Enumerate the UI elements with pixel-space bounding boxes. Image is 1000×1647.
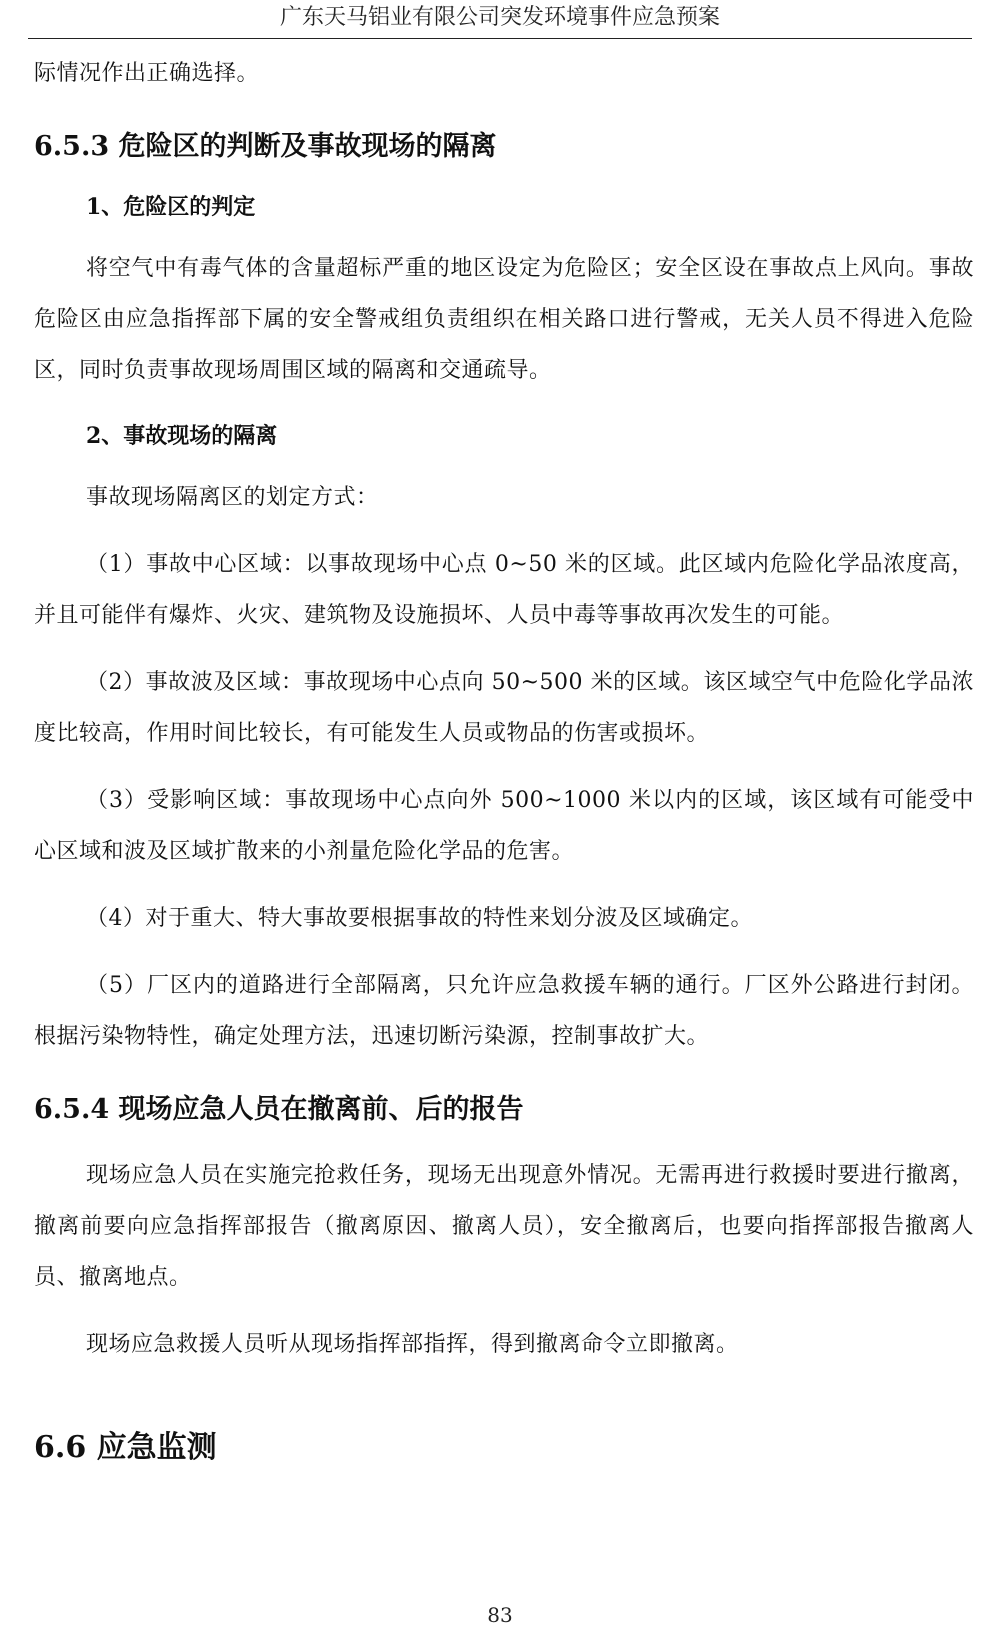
- list-item-zone-4: （4）对于重大、特大事故要根据事故的特性来划分波及区域确定。: [86, 906, 753, 931]
- continuation-text: 际情况作出正确选择。: [34, 61, 260, 86]
- paragraph-isolation-intro: 事故现场隔离区的划定方式：: [86, 485, 379, 510]
- page-number: 83: [487, 1603, 513, 1627]
- section-heading-6-6: 6.6 应急监测: [34, 1430, 217, 1465]
- section-heading-6-5-4: 6.5.4 现场应急人员在撤离前、后的报告: [34, 1094, 524, 1125]
- running-header: 广东天马铝业有限公司突发环境事件应急预案: [28, 0, 972, 39]
- subsection-heading-isolation: 2、事故现场的隔离: [86, 423, 278, 449]
- subsection-heading-danger-zone: 1、危险区的判定: [86, 194, 256, 220]
- list-item-zone-5: （5）厂区内的道路进行全部隔离，只允许应急救援车辆的通行。厂区外公路进行封闭。根据污染物特性，确定处理方法，迅速切断污染源，控制事故扩大。: [34, 973, 974, 1049]
- list-item-zone-3: （3）受影响区域：事故现场中心点向外 500~1000 米以内的区域，该区域有可能受中心区域和波及区域扩散来的小剂量危险化学品的危害。: [34, 788, 974, 864]
- paragraph-evacuation-order: 现场应急救援人员听从现场指挥部指挥，得到撤离命令立即撤离。: [86, 1332, 739, 1357]
- paragraph-danger-zone: 将空气中有毒气体的含量超标严重的地区设定为危险区；安全区设在事故点上风向。事故危险区由应急指挥部下属的安全警戒组负责组织在相关路口进行警戒，无关人员不得进入危险区，同时负责事故现场周围区域的隔离和交通疏导。: [34, 256, 974, 383]
- paragraph-evacuation-report: 现场应急人员在实施完抢救任务，现场无出现意外情况。无需再进行救援时要进行撤离，撤离前要向应急指挥部报告（撤离原因、撤离人员），安全撤离后，也要向指挥部报告撤离人员、撤离地点。: [34, 1163, 974, 1290]
- section-heading-6-5-3: 6.5.3 危险区的判断及事故现场的隔离: [34, 131, 497, 162]
- list-item-zone-2: （2）事故波及区域：事故现场中心点向 50~500 米的区域。该区域空气中危险化学品浓度比较高，作用时间比较长，有可能发生人员或物品的伤害或损坏。: [34, 670, 974, 746]
- list-item-zone-1: （1）事故中心区域：以事故现场中心点 0~50 米的区域。此区域内危险化学品浓度高，并且可能伴有爆炸、火灾、建筑物及设施损坏、人员中毒等事故再次发生的可能。: [34, 552, 974, 628]
- page-body: [34, 48, 974, 1470]
